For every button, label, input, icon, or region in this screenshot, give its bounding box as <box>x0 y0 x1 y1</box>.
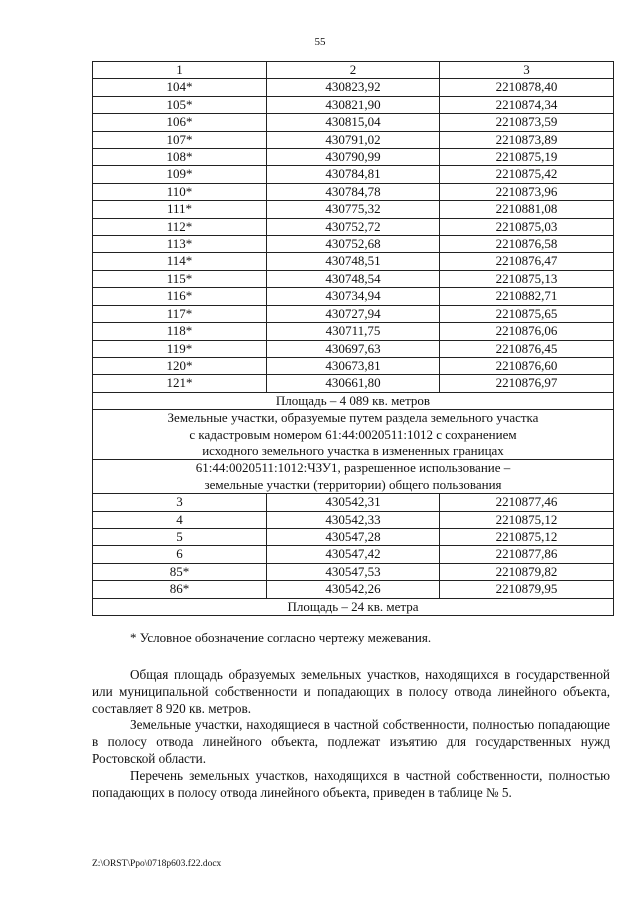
x-coordinate-cell: 430821,90 <box>267 96 440 113</box>
y-coordinate-cell: 2210882,71 <box>440 288 614 305</box>
table-row <box>93 236 614 253</box>
area-total-b: Площадь – 24 кв. метра <box>93 598 614 615</box>
x-coordinate-cell: 430547,42 <box>267 546 440 563</box>
point-number-cell: 108* <box>93 149 267 166</box>
table-row <box>93 96 614 113</box>
y-coordinate-cell: 2210878,40 <box>440 79 614 96</box>
page-number: 55 <box>314 36 326 48</box>
paragraph-private-land: Земельные участки, находящиеся в частной собственности, полностью попадающие в полосу отвода линейного объекта, подлежат изъятию для государственных нужд Ростовской области. <box>92 717 610 766</box>
x-coordinate-cell: 430823,92 <box>267 79 440 96</box>
x-coordinate-cell: 430752,72 <box>267 218 440 235</box>
point-number-cell: 112* <box>93 218 267 235</box>
subsection-heading-line: 61:44:0020511:1012:ЧЗУ1, разрешенное использование – <box>195 460 511 476</box>
table-row <box>93 528 614 545</box>
section-heading-line: с кадастровым номером 61:44:0020511:1012 с сохранением <box>189 426 517 442</box>
point-number-cell: 113* <box>93 236 267 253</box>
coordinates-table <box>92 61 614 616</box>
table-row <box>93 546 614 563</box>
y-coordinate-cell: 2210875,12 <box>440 511 614 528</box>
table-row <box>93 581 614 598</box>
y-coordinate-cell: 2210876,47 <box>440 253 614 270</box>
x-coordinate-cell: 430542,26 <box>267 581 440 598</box>
column-header: 3 <box>440 62 614 79</box>
point-number-cell: 111* <box>93 201 267 218</box>
y-coordinate-cell: 2210879,82 <box>440 563 614 580</box>
table-row <box>93 511 614 528</box>
point-number-cell: 106* <box>93 114 267 131</box>
paragraph-list-reference: Перечень земельных участков, находящихся в частной собственности, полностью попадающих в полосу отвода линейного объекта, приведен в таблице № 5. <box>92 768 610 800</box>
y-coordinate-cell: 2210875,42 <box>440 166 614 183</box>
x-coordinate-cell: 430815,04 <box>267 114 440 131</box>
x-coordinate-cell: 430697,63 <box>267 340 440 357</box>
x-coordinate-cell: 430775,32 <box>267 201 440 218</box>
x-coordinate-cell: 430748,51 <box>267 253 440 270</box>
table-row <box>93 357 614 374</box>
point-number-cell: 6 <box>93 546 267 563</box>
table-row <box>93 166 614 183</box>
x-coordinate-cell: 430752,68 <box>267 236 440 253</box>
x-coordinate-cell: 430547,53 <box>267 563 440 580</box>
table-row <box>93 79 614 96</box>
y-coordinate-cell: 2210875,03 <box>440 218 614 235</box>
x-coordinate-cell: 430727,94 <box>267 305 440 322</box>
y-coordinate-cell: 2210873,96 <box>440 183 614 200</box>
subsection-heading <box>93 460 614 494</box>
point-number-cell: 85* <box>93 563 267 580</box>
table-row <box>93 305 614 322</box>
table-row <box>93 563 614 580</box>
column-header: 1 <box>93 62 267 79</box>
point-number-cell: 86* <box>93 581 267 598</box>
area-total-a-row <box>93 392 614 409</box>
x-coordinate-cell: 430673,81 <box>267 357 440 374</box>
x-coordinate-cell: 430734,94 <box>267 288 440 305</box>
point-number-cell: 104* <box>93 79 267 96</box>
y-coordinate-cell: 2210877,46 <box>440 494 614 511</box>
x-coordinate-cell: 430547,28 <box>267 528 440 545</box>
column-header: 2 <box>267 62 440 79</box>
x-coordinate-cell: 430542,33 <box>267 511 440 528</box>
paragraph-total-area: Общая площадь образуемых земельных участков, находящихся в государственной или муниципальной собственности и попадающих в полосу отвода линейного объекта, составляет 8 920 кв. метров. <box>92 667 610 716</box>
x-coordinate-cell: 430748,54 <box>267 270 440 287</box>
point-number-cell: 5 <box>93 528 267 545</box>
table-row <box>93 323 614 340</box>
y-coordinate-cell: 2210877,86 <box>440 546 614 563</box>
table-row <box>93 201 614 218</box>
point-number-cell: 116* <box>93 288 267 305</box>
area-total-a: Площадь – 4 089 кв. метров <box>93 392 614 409</box>
y-coordinate-cell: 2210875,12 <box>440 528 614 545</box>
point-number-cell: 3 <box>93 494 267 511</box>
point-number-cell: 117* <box>93 305 267 322</box>
y-coordinate-cell: 2210874,34 <box>440 96 614 113</box>
table-row <box>93 253 614 270</box>
table-row <box>93 494 614 511</box>
y-coordinate-cell: 2210873,89 <box>440 131 614 148</box>
x-coordinate-cell: 430790,99 <box>267 149 440 166</box>
point-number-cell: 107* <box>93 131 267 148</box>
y-coordinate-cell: 2210873,59 <box>440 114 614 131</box>
table-row <box>93 218 614 235</box>
section-heading-line: исходного земельного участка в измененных границах <box>202 442 504 458</box>
y-coordinate-cell: 2210875,65 <box>440 305 614 322</box>
y-coordinate-cell: 2210876,60 <box>440 357 614 374</box>
x-coordinate-cell: 430661,80 <box>267 375 440 392</box>
footnote: * Условное обозначение согласно чертежу межевания. <box>130 630 432 645</box>
section-heading-row <box>93 410 614 460</box>
section-heading-line: Земельные участки, образуемые путем раздела земельного участка <box>167 410 539 426</box>
table-row <box>93 340 614 357</box>
y-coordinate-cell: 2210879,95 <box>440 581 614 598</box>
y-coordinate-cell: 2210875,19 <box>440 149 614 166</box>
x-coordinate-cell: 430711,75 <box>267 323 440 340</box>
y-coordinate-cell: 2210875,13 <box>440 270 614 287</box>
table-row <box>93 270 614 287</box>
file-path: Z:\ORST\Ppo\0718p603.f22.docx <box>92 859 222 869</box>
point-number-cell: 121* <box>93 375 267 392</box>
point-number-cell: 109* <box>93 166 267 183</box>
point-number-cell: 119* <box>93 340 267 357</box>
point-number-cell: 118* <box>93 323 267 340</box>
x-coordinate-cell: 430784,78 <box>267 183 440 200</box>
point-number-cell: 114* <box>93 253 267 270</box>
y-coordinate-cell: 2210876,45 <box>440 340 614 357</box>
subsection-heading-line: земельные участки (территории) общего пользования <box>204 476 502 492</box>
point-number-cell: 110* <box>93 183 267 200</box>
x-coordinate-cell: 430542,31 <box>267 494 440 511</box>
table-header-row <box>93 62 614 79</box>
table-row <box>93 114 614 131</box>
y-coordinate-cell: 2210881,08 <box>440 201 614 218</box>
subsection-heading-row <box>93 460 614 494</box>
x-coordinate-cell: 430784,81 <box>267 166 440 183</box>
point-number-cell: 4 <box>93 511 267 528</box>
area-total-b-row <box>93 598 614 615</box>
section-heading <box>93 410 614 460</box>
table-row <box>93 131 614 148</box>
table-row <box>93 183 614 200</box>
table-row <box>93 288 614 305</box>
table-row <box>93 149 614 166</box>
x-coordinate-cell: 430791,02 <box>267 131 440 148</box>
point-number-cell: 120* <box>93 357 267 374</box>
y-coordinate-cell: 2210876,58 <box>440 236 614 253</box>
point-number-cell: 105* <box>93 96 267 113</box>
y-coordinate-cell: 2210876,97 <box>440 375 614 392</box>
point-number-cell: 115* <box>93 270 267 287</box>
y-coordinate-cell: 2210876,06 <box>440 323 614 340</box>
table-row <box>93 375 614 392</box>
